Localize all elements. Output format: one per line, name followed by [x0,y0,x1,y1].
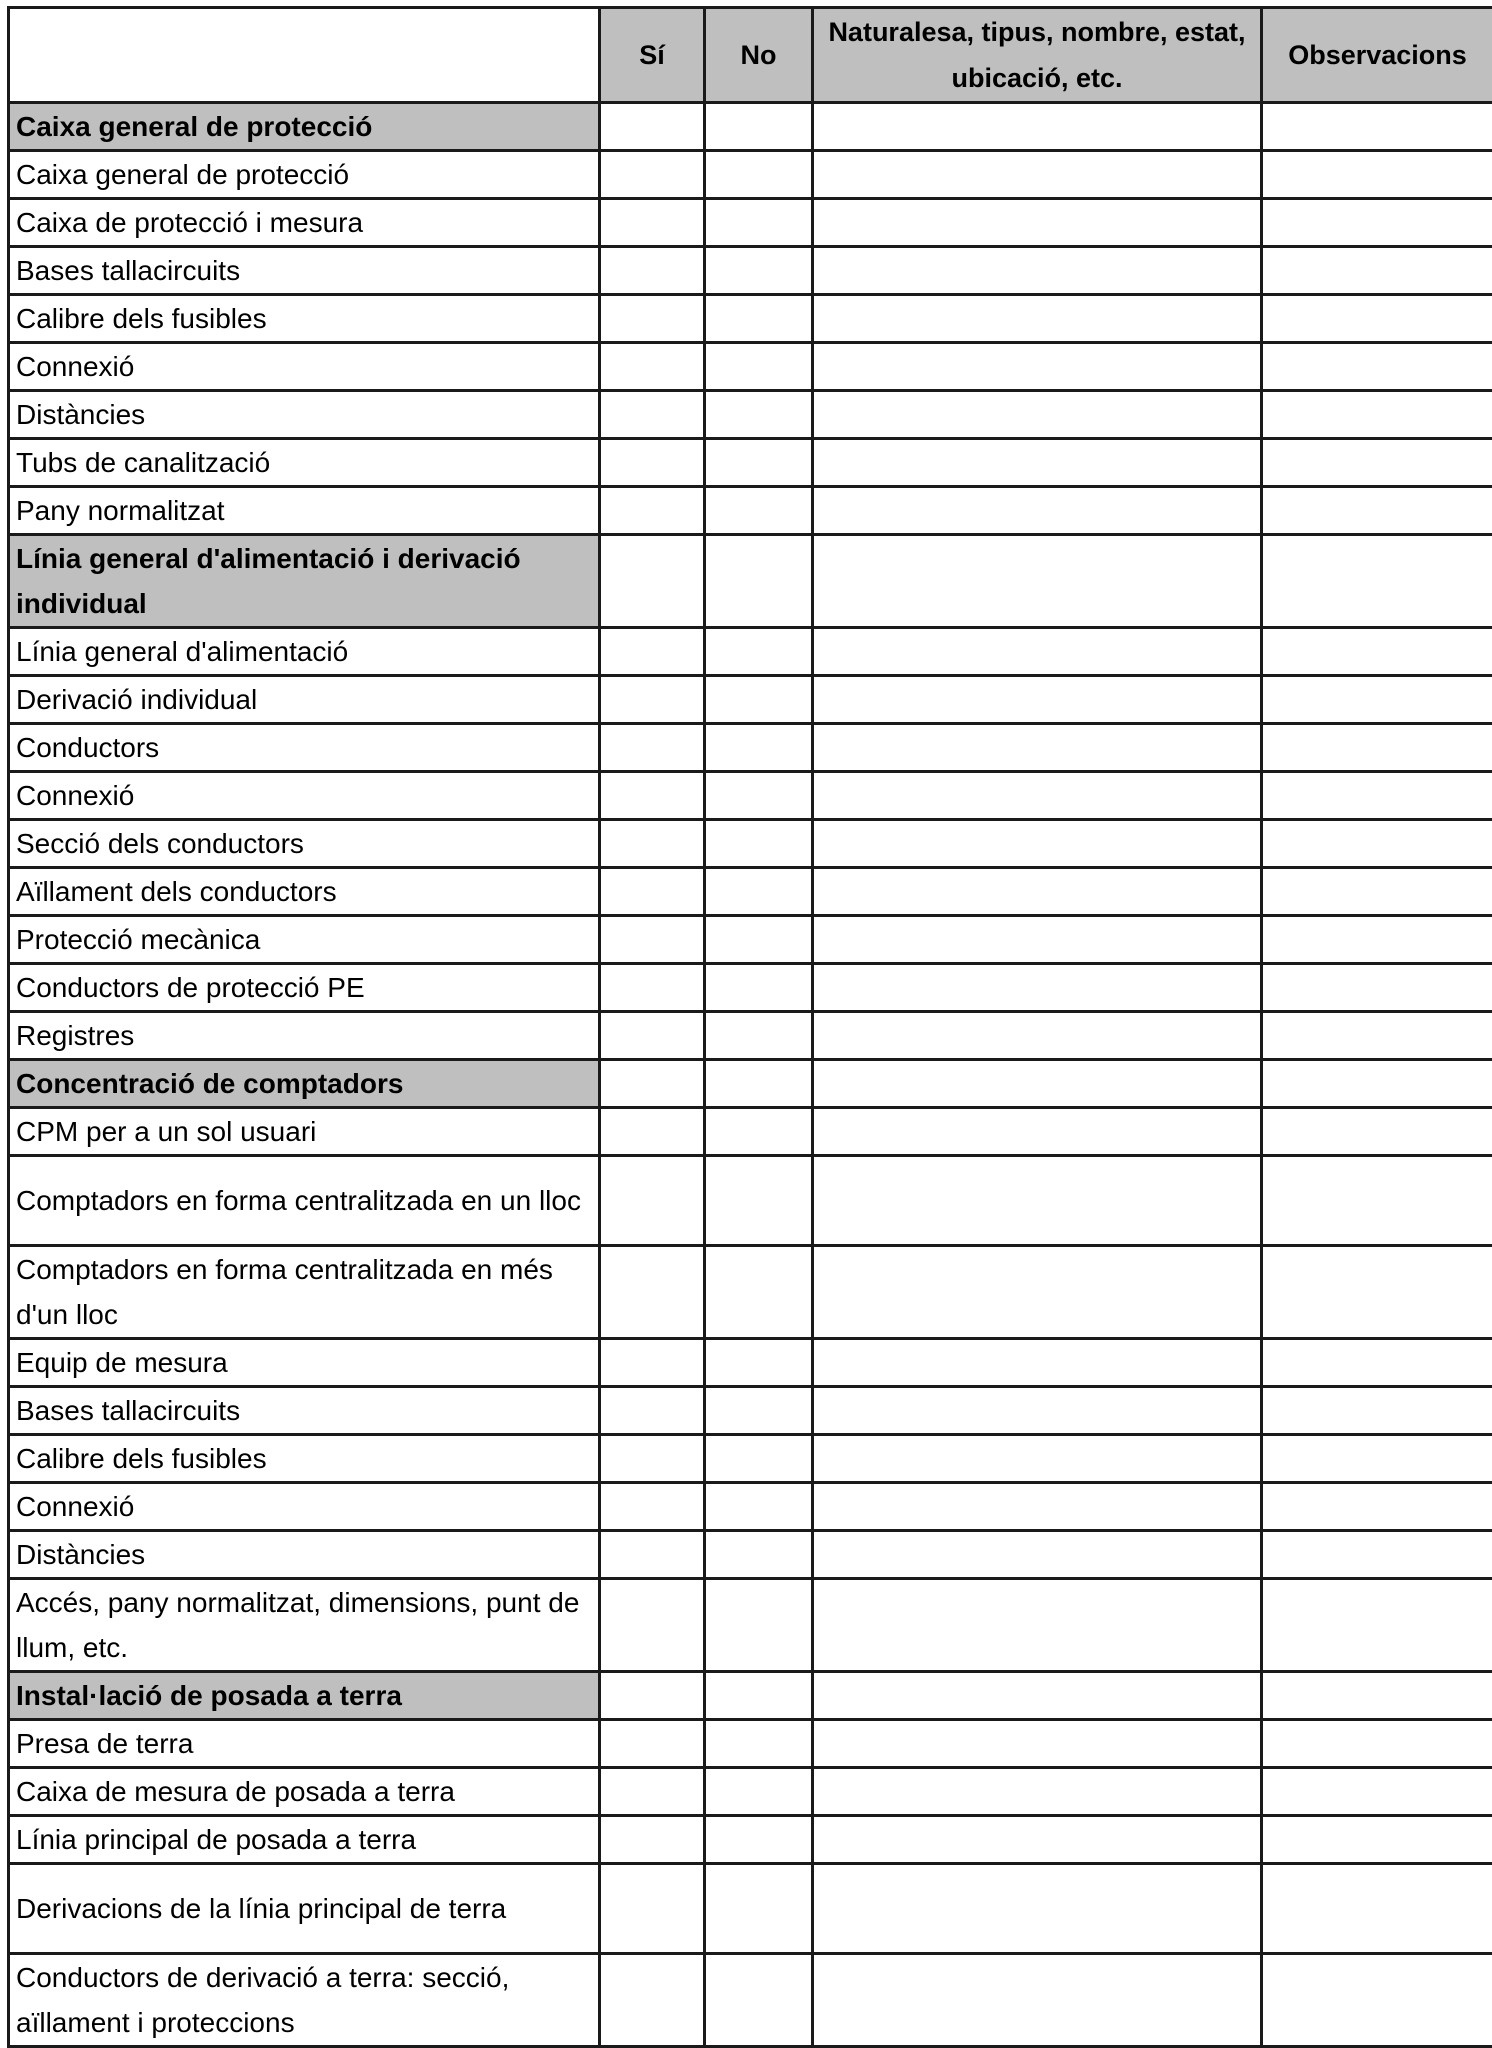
si-cell[interactable] [600,1387,705,1435]
si-cell[interactable] [600,1339,705,1387]
no-cell[interactable] [705,628,813,676]
table-row [9,1435,1492,1483]
observations-cell[interactable] [1262,1531,1492,1579]
nature-cell[interactable] [813,1156,1262,1246]
item-label: Conductors de derivació a terra: secció, aïllament i proteccions [9,1954,600,2047]
table-row [9,1246,1492,1339]
observations-cell[interactable] [1262,1387,1492,1435]
item-label: Bases tallacircuits [9,247,600,295]
nature-cell[interactable] [813,487,1262,535]
si-cell[interactable] [600,1108,705,1156]
nature-cell[interactable] [813,868,1262,916]
section-header-row [9,103,1492,151]
si-cell[interactable] [600,1246,705,1339]
item-label: Presa de terra [9,1720,600,1768]
nature-cell[interactable] [813,1246,1262,1339]
header-si: Sí [600,8,705,103]
no-cell[interactable] [705,343,813,391]
item-label: Calibre dels fusibles [9,295,600,343]
section-title: Caixa general de protecció [9,103,600,151]
table-row [9,151,1492,199]
table-row [9,1864,1492,1954]
table-row [9,1156,1492,1246]
no-cell[interactable] [705,439,813,487]
nature-cell[interactable] [813,1720,1262,1768]
observations-cell[interactable] [1262,1108,1492,1156]
no-cell[interactable] [705,1816,813,1864]
nature-cell[interactable] [813,1768,1262,1816]
si-cell[interactable] [600,1531,705,1579]
table-row [9,1387,1492,1435]
nature-cell[interactable] [813,295,1262,343]
observations-cell[interactable] [1262,487,1492,535]
observations-cell[interactable] [1262,820,1492,868]
section-header-row [9,535,1492,628]
item-label: Aïllament dels conductors [9,868,600,916]
header-nature: Naturalesa, tipus, nombre, estat, ubicació, etc. [813,8,1262,103]
observations-cell[interactable] [1262,535,1492,628]
item-label: Línia general d'alimentació [9,628,600,676]
no-cell[interactable] [705,535,813,628]
item-label: Secció dels conductors [9,820,600,868]
nature-cell[interactable] [813,1954,1262,2047]
no-cell[interactable] [705,964,813,1012]
table-row [9,1108,1492,1156]
no-cell[interactable] [705,1060,813,1108]
item-label: Connexió [9,1483,600,1531]
observations-cell[interactable] [1262,1954,1492,2047]
si-cell[interactable] [600,295,705,343]
item-label: Derivacions de la línia principal de terra [9,1864,600,1954]
item-label: Equip de mesura [9,1339,600,1387]
table-row [9,1579,1492,1672]
no-cell[interactable] [705,1483,813,1531]
no-cell[interactable] [705,916,813,964]
nature-cell[interactable] [813,439,1262,487]
nature-cell[interactable] [813,1108,1262,1156]
item-label: Línia principal de posada a terra [9,1816,600,1864]
nature-cell[interactable] [813,628,1262,676]
item-label: Comptadors en forma centralitzada en més d'un lloc [9,1246,600,1339]
no-cell[interactable] [705,1156,813,1246]
table-row [9,343,1492,391]
item-label: Connexió [9,343,600,391]
observations-cell[interactable] [1262,1060,1492,1108]
table-row [9,628,1492,676]
no-cell[interactable] [705,151,813,199]
item-label: CPM per a un sol usuari [9,1108,600,1156]
si-cell[interactable] [600,1768,705,1816]
observations-cell[interactable] [1262,439,1492,487]
si-cell[interactable] [600,199,705,247]
si-cell[interactable] [600,676,705,724]
si-cell[interactable] [600,1435,705,1483]
si-cell[interactable] [600,1012,705,1060]
item-label: Caixa de mesura de posada a terra [9,1768,600,1816]
observations-cell[interactable] [1262,103,1492,151]
table-row [9,1720,1492,1768]
si-cell[interactable] [600,724,705,772]
nature-cell[interactable] [813,1579,1262,1672]
item-label: Connexió [9,772,600,820]
table-row [9,820,1492,868]
si-cell[interactable] [600,916,705,964]
no-cell[interactable] [705,724,813,772]
nature-cell[interactable] [813,1435,1262,1483]
no-cell[interactable] [705,1768,813,1816]
si-cell[interactable] [600,868,705,916]
item-label: Conductors de protecció PE [9,964,600,1012]
no-cell[interactable] [705,1672,813,1720]
table-row [9,391,1492,439]
nature-cell[interactable] [813,199,1262,247]
no-cell[interactable] [705,103,813,151]
observations-cell[interactable] [1262,247,1492,295]
table-row [9,1768,1492,1816]
si-cell[interactable] [600,772,705,820]
table-row [9,724,1492,772]
table-row [9,1483,1492,1531]
table-row [9,1816,1492,1864]
table-row [9,247,1492,295]
table-row [9,868,1492,916]
observations-cell[interactable] [1262,1816,1492,1864]
observations-cell[interactable] [1262,868,1492,916]
nature-cell[interactable] [813,535,1262,628]
si-cell[interactable] [600,439,705,487]
observations-cell[interactable] [1262,151,1492,199]
nature-cell[interactable] [813,772,1262,820]
observations-cell[interactable] [1262,1483,1492,1531]
no-cell[interactable] [705,1531,813,1579]
si-cell[interactable] [600,151,705,199]
no-cell[interactable] [705,820,813,868]
no-cell[interactable] [705,1246,813,1339]
item-label: Tubs de canalització [9,439,600,487]
si-cell[interactable] [600,1720,705,1768]
table-row [9,772,1492,820]
item-label: Distàncies [9,391,600,439]
table-row [9,1531,1492,1579]
si-cell[interactable] [600,1954,705,2047]
section-title: Línia general d'alimentació i derivació individual [9,535,600,628]
nature-cell[interactable] [813,676,1262,724]
nature-cell[interactable] [813,1060,1262,1108]
item-label: Accés, pany normalitzat, dimensions, punt de llum, etc. [9,1579,600,1672]
observations-cell[interactable] [1262,1672,1492,1720]
observations-cell[interactable] [1262,343,1492,391]
section-title: Concentració de comptadors [9,1060,600,1108]
nature-cell[interactable] [813,391,1262,439]
nature-cell[interactable] [813,247,1262,295]
table-row [9,916,1492,964]
item-label: Protecció mecànica [9,916,600,964]
si-cell[interactable] [600,1672,705,1720]
observations-cell[interactable] [1262,1339,1492,1387]
no-cell[interactable] [705,1579,813,1672]
si-cell[interactable] [600,1816,705,1864]
item-label: Bases tallacircuits [9,1387,600,1435]
item-label: Distàncies [9,1531,600,1579]
observations-cell[interactable] [1262,1768,1492,1816]
nature-cell[interactable] [813,1816,1262,1864]
observations-cell[interactable] [1262,391,1492,439]
si-cell[interactable] [600,1156,705,1246]
checklist-table [7,6,1492,2048]
si-cell[interactable] [600,535,705,628]
nature-cell[interactable] [813,1864,1262,1954]
observations-cell[interactable] [1262,199,1492,247]
nature-cell[interactable] [813,964,1262,1012]
nature-cell[interactable] [813,820,1262,868]
no-cell[interactable] [705,1720,813,1768]
observations-cell[interactable] [1262,676,1492,724]
no-cell[interactable] [705,1012,813,1060]
no-cell[interactable] [705,772,813,820]
header-item-cell [9,8,600,103]
nature-cell[interactable] [813,1012,1262,1060]
no-cell[interactable] [705,868,813,916]
no-cell[interactable] [705,199,813,247]
si-cell[interactable] [600,487,705,535]
no-cell[interactable] [705,1339,813,1387]
si-cell[interactable] [600,820,705,868]
si-cell[interactable] [600,628,705,676]
observations-cell[interactable] [1262,1246,1492,1339]
observations-cell[interactable] [1262,916,1492,964]
header-row [9,8,1492,103]
checklist-body [9,103,1492,2047]
si-cell[interactable] [600,1864,705,1954]
section-header-row [9,1060,1492,1108]
observations-cell[interactable] [1262,724,1492,772]
no-cell[interactable] [705,1435,813,1483]
observations-cell[interactable] [1262,964,1492,1012]
observations-cell[interactable] [1262,1156,1492,1246]
item-label: Registres [9,1012,600,1060]
no-cell[interactable] [705,1108,813,1156]
header-no: No [705,8,813,103]
observations-cell[interactable] [1262,1864,1492,1954]
table-row [9,487,1492,535]
si-cell[interactable] [600,247,705,295]
no-cell[interactable] [705,1864,813,1954]
table-row [9,1012,1492,1060]
observations-cell[interactable] [1262,1435,1492,1483]
nature-cell[interactable] [813,724,1262,772]
item-label: Calibre dels fusibles [9,1435,600,1483]
no-cell[interactable] [705,391,813,439]
item-label: Caixa de protecció i mesura [9,199,600,247]
table-row [9,1339,1492,1387]
no-cell[interactable] [705,676,813,724]
observations-cell[interactable] [1262,772,1492,820]
item-label: Derivació individual [9,676,600,724]
nature-cell[interactable] [813,103,1262,151]
si-cell[interactable] [600,391,705,439]
table-row [9,295,1492,343]
si-cell[interactable] [600,103,705,151]
nature-cell[interactable] [813,916,1262,964]
table-row [9,1954,1492,2047]
table-row [9,964,1492,1012]
no-cell[interactable] [705,247,813,295]
no-cell[interactable] [705,295,813,343]
si-cell[interactable] [600,964,705,1012]
si-cell[interactable] [600,1060,705,1108]
observations-cell[interactable] [1262,628,1492,676]
item-label: Caixa general de protecció [9,151,600,199]
section-header-row [9,1672,1492,1720]
item-label: Conductors [9,724,600,772]
si-cell[interactable] [600,1483,705,1531]
table-row [9,676,1492,724]
section-title: Instal·lació de posada a terra [9,1672,600,1720]
si-cell[interactable] [600,343,705,391]
nature-cell[interactable] [813,1339,1262,1387]
nature-cell[interactable] [813,1483,1262,1531]
nature-cell[interactable] [813,1531,1262,1579]
observations-cell[interactable] [1262,1012,1492,1060]
nature-cell[interactable] [813,343,1262,391]
no-cell[interactable] [705,487,813,535]
header-observations: Observacions [1262,8,1492,103]
observations-cell[interactable] [1262,295,1492,343]
table-row [9,439,1492,487]
no-cell[interactable] [705,1954,813,2047]
nature-cell[interactable] [813,1387,1262,1435]
observations-cell[interactable] [1262,1579,1492,1672]
nature-cell[interactable] [813,1672,1262,1720]
si-cell[interactable] [600,1579,705,1672]
item-label: Comptadors en forma centralitzada en un lloc [9,1156,600,1246]
nature-cell[interactable] [813,151,1262,199]
observations-cell[interactable] [1262,1720,1492,1768]
table-row [9,199,1492,247]
no-cell[interactable] [705,1387,813,1435]
item-label: Pany normalitzat [9,487,600,535]
